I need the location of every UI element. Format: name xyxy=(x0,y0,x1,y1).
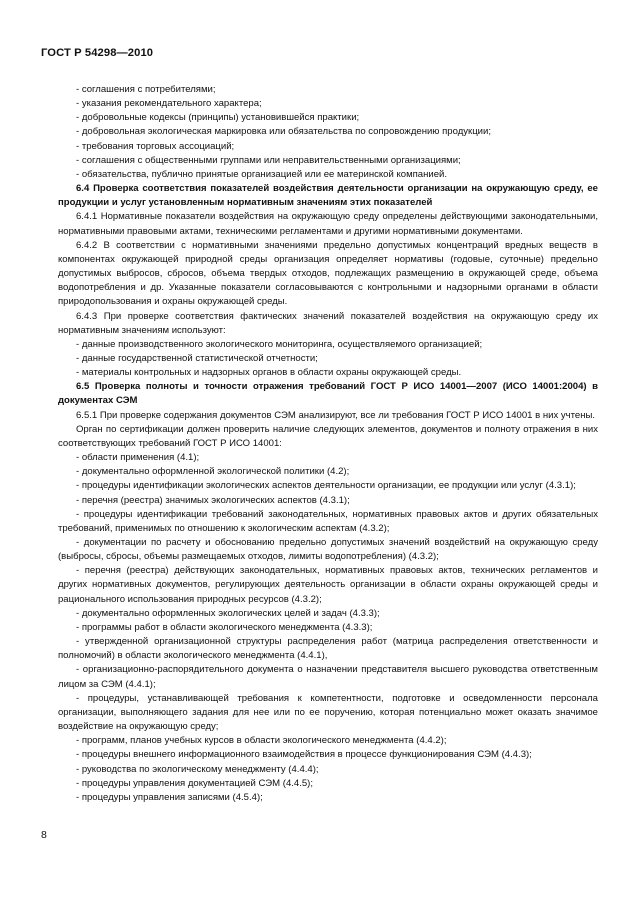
page-number: 8 xyxy=(41,829,47,841)
list-item: - материалы контрольных и надзорных органов в области охраны окружающей среды. xyxy=(76,367,462,379)
list-item: - процедуры идентификации требований законодательных, нормативных правовых актов и других обязательных требований, применимых по отношению к экологическим аспектам (4.3.2); xyxy=(58,508,598,534)
list-item: - области применения (4.1); xyxy=(76,452,200,464)
document-header: ГОСТ Р 54298—2010 xyxy=(41,47,154,59)
list-item: - обязательства, публично принятые организацией или ее материнской компанией. xyxy=(76,168,448,180)
list-item: - руководства по экологическому менеджменту (4.4.4); xyxy=(76,763,319,775)
list-item: - документации по расчету и обоснованию предельно допустимых значений воздействий на окружающую среду (выбросы, сбросы, объемы размещаемых отходов, лимиты водопотребления) (4.3.2); xyxy=(58,537,598,563)
list-item: - утвержденной организационной структуры распределения работ (матрица распределения ответственности и полномочий) в области экологического менеджмента (4.4.1), xyxy=(58,636,598,662)
list-item: - данные государственной статистической отчетности; xyxy=(76,352,318,364)
list-item: - данные производственного экологического мониторинга, осуществляемого организацией; xyxy=(76,338,483,350)
list-item: - процедуры управления документацией СЭМ (4.4.5); xyxy=(76,777,314,789)
paragraph-6-4-1: 6.4.1 Нормативные показатели воздействия на окружающую среду определены действующими законодательными, нормативными правовыми актами, техническими регламентами и другими нормативными документами. xyxy=(58,211,598,237)
list-item: - документально оформленной экологической политики (4.2); xyxy=(76,466,350,478)
list-item: - соглашения с потребителями; xyxy=(76,84,216,95)
list-item: - процедуры управления записями (4.5.4); xyxy=(76,791,263,803)
paragraph-6-4-2: 6.4.2 В соответствии с нормативными значениями предельно допустимых концентраций вредных веществ в компонентах окружающей природной среды организация определяет нормативы (годовые, суточные) предельно допустимых выбросов, сбросов, объема твердых отходов, подлежащих размещению в окружающей среде, объема водопотребления и др. Указанные показатели согласовываются с контрольными и надзорными органами в области природопользования и охраны окружающей среды. xyxy=(58,239,598,308)
document-body xyxy=(58,83,598,805)
list-item: - документально оформленных экологических целей и задач (4.3.3); xyxy=(76,607,380,619)
list-item: - перечня (реестра) значимых экологических аспектов (4.3.1); xyxy=(76,494,350,506)
list-item: - указания рекомендательного характера; xyxy=(76,98,262,110)
section-heading-6-4: 6.4 Проверка соответствия показателей воздействия деятельности организации на окружающую среду, ее продукции и услуг установленным нормативным значениям этих показателей xyxy=(58,183,598,209)
list-item: - добровольные кодексы (принципы) установившейся практики; xyxy=(76,112,360,124)
list-item: - процедуры внешнего информационного взаимодействия в процессе функционирования СЭМ (4.4.3); xyxy=(76,749,532,761)
list-item: - программ, планов учебных курсов в области экологического менеджмента (4.4.2); xyxy=(76,735,447,747)
paragraph-6-4-3: 6.4.3 При проверке соответствия фактических значений показателей воздействия на окружающую среду их нормативным значениям используют: xyxy=(58,310,598,336)
list-item: - программы работ в области экологического менеджмента (4.3.3); xyxy=(76,621,373,633)
list-item: - требования торговых ассоциаций; xyxy=(76,140,235,152)
paragraph: Орган по сертификации должен проверить наличие следующих элементов, документов и полноту отражения в них соответствующих требований ГОСТ Р ИСО 14001: xyxy=(58,423,598,449)
list-item: - соглашения с общественными группами или неправительственными организациями; xyxy=(76,154,461,166)
list-item: - организационно-распорядительного документа о назначении представителя высшего руководства ответственным лицом за СЭМ (4.4.1); xyxy=(58,664,598,690)
list-item: - перечня (реестра) действующих законодательных, нормативных правовых актов, технических регламентов и других нормативных документов, регулирующих деятельность организации в области охраны окружающей среды и рационального использования природных ресурсов (4.3.2); xyxy=(58,565,598,605)
list-item: - добровольная экологическая маркировка или обязательства по сопровождению продукции; xyxy=(76,126,492,138)
list-item: - процедуры идентификации экологических аспектов деятельности организации, ее продукции или услуг (4.3.1); xyxy=(76,480,576,492)
section-heading-6-5: 6.5 Проверка полноты и точности отражения требований ГОСТ Р ИСО 14001—2007 (ИСО 14001:2004) в документах СЭМ xyxy=(58,381,598,407)
paragraph-6-5-1: 6.5.1 При проверке содержания документов СЭМ анализируют, все ли требования ГОСТ Р ИСО 14001 в них учтены. xyxy=(76,409,595,421)
list-item: - процедуры, устанавливающей требования к компетентности, подготовке и осведомленности персонала организации, выполняющего задания для нее или по ее поручению, которая потенциально может оказать значимое воздействие на окружающую среду; xyxy=(58,692,598,733)
